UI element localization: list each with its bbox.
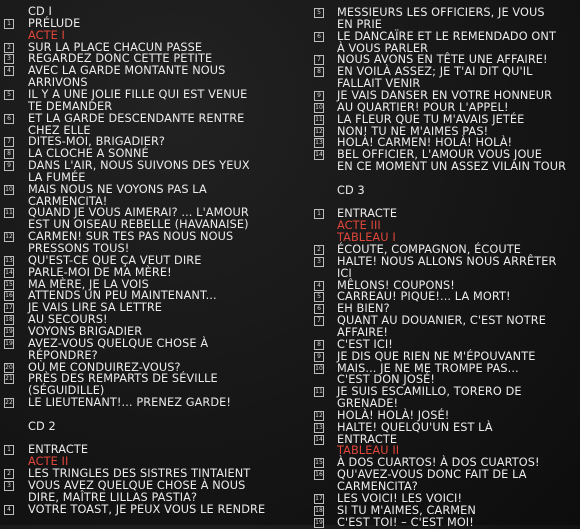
track-number: 19: [5, 339, 13, 347]
track-title: CHEZ ELLE: [28, 123, 91, 137]
track-title: LA FLEUR QUE TU M'AVAIS JETÉE: [337, 112, 525, 126]
track-number: 17: [5, 304, 13, 312]
track-title: JE VAIS LIRE SA LETTRE: [28, 301, 163, 315]
track-title: CARMENCITA?: [337, 480, 418, 493]
track-title: EN CE MOMENT UN ASSEZ VILAIN TOUR: [337, 160, 567, 174]
track-title: JE DIS QUE RIEN NE M'ÉPOUVANTE: [337, 349, 536, 363]
track-number: 15: [315, 459, 323, 467]
track-title: LA CLOCHE A SONNÉ: [28, 147, 149, 161]
track-title: CD 2: [28, 419, 56, 433]
track-title: JE VAIS DANSER EN VOTRE HONNEUR: [337, 88, 553, 102]
track-number: 13: [5, 256, 13, 264]
track-number: 19: [5, 327, 13, 335]
track-number: 3: [4, 54, 14, 64]
track-title: ÉCOUTE, COMPAGNON, ÉCOUTE: [337, 243, 522, 256]
track-title: LA FUMÉE: [28, 170, 86, 184]
track-number: 8: [4, 149, 14, 159]
track-number: 3: [314, 257, 324, 267]
act-heading: ACTE II: [28, 455, 69, 469]
track-title: CARREAU! PIQUE!... LA MORT!: [337, 290, 511, 304]
track-title: ICI: [337, 266, 352, 280]
track-row: [0, 503, 288, 516]
track-number: 4: [4, 66, 14, 76]
track-title: SUR LA PLACE CHACUN PASSE: [28, 40, 203, 54]
track-number: 9: [314, 91, 324, 101]
track-title: LE DANCAÏRE ET LE REMENDADO ONT: [337, 29, 556, 43]
track-title: LE LIEUTENANT!... PRENEZ GARDE!: [28, 396, 232, 410]
track-title: QUANT AU DOUANIER, C'EST NOTRE: [337, 314, 546, 328]
track-title: QU'AVEZ-VOUS DONC FAIT DE LA: [337, 468, 527, 482]
track-number: 9: [4, 161, 14, 171]
track-title: DANS L'AIR, NOUS SUIVONS DES YEUX: [28, 159, 250, 173]
track-title: MÊLONS! COUPONS!: [337, 278, 455, 292]
track-number: 1: [314, 209, 324, 219]
track-title: CD 3: [337, 183, 365, 197]
track-title: BEL OFFICIER, L'AMOUR VOUS JOUE: [337, 148, 543, 162]
track-title: HOLÀ! CARMEN! HOLÀ! HOLÀ!: [337, 136, 513, 150]
track-row: [290, 516, 580, 529]
track-title: PRÉLUDE: [28, 16, 81, 30]
track-title: VOUS AVEZ QUELQUE CHOSE À NOUS: [28, 479, 246, 492]
track-title: VOTRE TOAST, JE PEUX VOUS LE RENDRE: [28, 502, 266, 516]
track-title: EN PRIE: [337, 17, 383, 31]
track-title: DITES-MOI, BRIGADIER?: [28, 135, 165, 149]
track-number: 2: [4, 469, 14, 479]
track-number: 6: [314, 32, 324, 42]
track-number: 7: [314, 316, 324, 326]
track-number: 1: [4, 19, 14, 29]
track-title: ENTRACTE: [337, 432, 398, 446]
track-title: LES TRINGLES DES SISTRES TINTAIENT: [28, 467, 251, 481]
track-number: 13: [315, 139, 323, 147]
track-title: DIRE, MAÎTRE LILLAS PASTIA?: [28, 490, 198, 504]
act-heading: TABLEAU I: [337, 231, 396, 245]
track-number: 16: [5, 292, 13, 300]
track-number: 22: [5, 399, 13, 407]
track-title: AU SECOURS!: [28, 313, 108, 327]
track-title: MAIS NOUS NE VOYONS PAS LA: [28, 182, 207, 196]
track-number: 12: [5, 233, 13, 241]
track-title: TE DEMANDER: [28, 99, 113, 113]
track-title: REGARDEZ DONC CETTE PETITE: [28, 52, 213, 66]
track-title: ATTENDS UN PEU MAINTENANT...: [28, 289, 217, 303]
track-title: MA MÈRE, JE LA VOIS: [28, 277, 149, 291]
track-number: 4: [4, 505, 14, 515]
track-number: 11: [315, 388, 323, 396]
track-number: 15: [5, 280, 13, 288]
track-number: 18: [315, 506, 323, 514]
track-number: 17: [315, 494, 323, 502]
track-title: C'EST TOI! – C'EST MOI!: [337, 515, 474, 529]
track-title: HOLÀ! HOLÀ! JOSÉ!: [337, 408, 450, 422]
track-title: AVEZ-VOUS QUELQUE CHOSE À: [28, 336, 209, 350]
track-number: 7: [314, 55, 324, 65]
track-title: ENTRACTE: [28, 443, 89, 457]
track-title: AVEC LA GARDE MONTANTE NOUS: [28, 64, 226, 78]
track-number: 9: [314, 352, 324, 362]
track-title: OÙ ME CONDUIREZ-VOUS?: [28, 360, 181, 374]
track-title: MAIS... JE NE ME TROMPE PAS...: [337, 361, 519, 375]
track-title: EN VOILÀ ASSEZ; JE T'AI DIT QU'IL: [337, 65, 533, 79]
track-number: 1: [4, 445, 14, 455]
track-number: 16: [315, 471, 323, 479]
track-title: HALTE! NOUS ALLONS NOUS ARRÊTER: [337, 254, 557, 268]
track-number: 10: [315, 364, 323, 372]
track-title: QU'EST-CE QUE ÇA VEUT DIRE: [28, 253, 202, 267]
track-title: C'EST ICI!: [337, 337, 393, 351]
act-heading: TABLEAU II: [337, 444, 400, 458]
track-number: 3: [4, 481, 14, 491]
track-title: C'EST DON JOSÉ!: [337, 373, 435, 387]
track-number: 14: [315, 151, 323, 159]
track-number: 11: [315, 115, 323, 123]
track-number: 21: [5, 375, 13, 383]
track-title: CARMEN! SUR TES PAS NOUS NOUS: [28, 230, 234, 244]
act-heading: ACTE I: [28, 28, 65, 42]
track-title: À DOS CUARTOS! À DOS CUARTOS!: [337, 456, 540, 470]
track-number: 5: [314, 292, 324, 302]
track-title: NON! TU NE M'AIMES PAS!: [337, 124, 489, 138]
track-title: MESSIEURS LES OFFICIERS, JE VOUS: [337, 6, 545, 19]
track-title: (SÉGUIDILLE): [28, 384, 105, 398]
track-number: 2: [4, 43, 14, 53]
track-title: VOYONS BRIGADIER: [28, 324, 143, 338]
track-number: 18: [5, 316, 13, 324]
track-title: LES VOICI! LES VOICI!: [337, 491, 463, 505]
track-title: HALTE! QUELQU'UN EST LÀ: [337, 420, 493, 434]
track-title: ARRIVONS: [28, 76, 88, 90]
track-number: 11: [5, 209, 13, 217]
track-title: JE SUIS ESCAMILLO, TORERO DE: [337, 385, 522, 399]
track-number: 8: [314, 67, 324, 77]
track-number: 12: [315, 127, 323, 135]
track-title: À VOUS PARLER: [337, 41, 429, 55]
track-number: 12: [315, 411, 323, 419]
track-title: AU QUARTIER! POUR L'APPEL!: [337, 100, 509, 114]
track-number: 5: [4, 90, 14, 100]
track-number: 14: [315, 435, 323, 443]
track-title: EH BIEN?: [337, 302, 390, 316]
track-number: 10: [5, 185, 13, 193]
track-title: FALLAIT VENIR: [337, 77, 421, 91]
track-number: 6: [4, 114, 14, 124]
track-title: GRENADE!: [337, 397, 399, 411]
track-number: 2: [314, 245, 324, 255]
track-title: CARMENCITA!: [28, 194, 108, 208]
track-title: ET LA GARDE DESCENDANTE RENTRE: [28, 111, 245, 125]
track-number: 5: [314, 8, 324, 18]
track-title: SI TU M'AIMES, CARMEN: [337, 503, 476, 517]
track-title: IL Y A UNE JOLIE FILLE QUI EST VENUE: [28, 87, 248, 101]
track-title: QUAND JE VOUS AIMERAI? ... L'AMOUR: [28, 206, 249, 220]
track-title: NOUS AVONS EN TÊTE UNE AFFAIRE!: [337, 53, 548, 67]
track-number: 6: [314, 304, 324, 314]
track-title: CD I: [28, 5, 52, 18]
track-number: 14: [5, 268, 13, 276]
track-title: PRÈS DES REMPARTS DE SÉVILLE: [28, 372, 218, 386]
track-title: AFFAIRE!: [337, 325, 389, 339]
track-number: 10: [315, 103, 323, 111]
track-title: ENTRACTE: [337, 207, 398, 221]
track-title: PARLE-MOI DE MA MÈRE!: [28, 265, 172, 279]
track-title: RÉPONDRE?: [28, 348, 98, 362]
act-heading: ACTE III: [337, 219, 381, 233]
track-number: 20: [5, 363, 13, 371]
track-number: 8: [314, 340, 324, 350]
track-title: PRESSONS TOUS!: [28, 242, 130, 255]
track-number: 7: [4, 137, 14, 147]
track-number: 19: [315, 518, 323, 526]
track-number: 4: [314, 281, 324, 291]
track-number: 13: [315, 423, 323, 431]
track-title: EST UN OISEAU REBELLE (HAVANAISE): [28, 218, 249, 232]
